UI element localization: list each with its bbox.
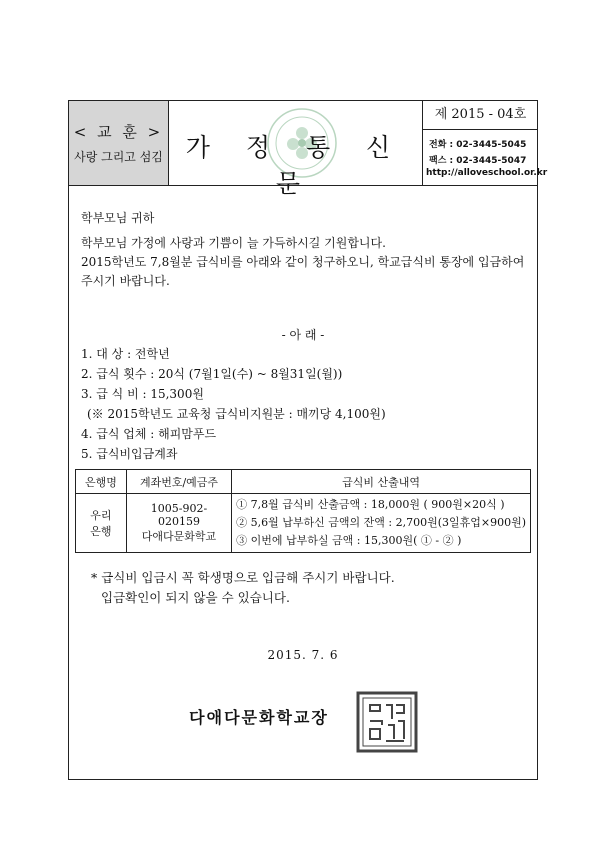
below-heading: - 아 래 - — [281, 328, 325, 342]
motto-title: < 교 훈 > — [73, 123, 164, 141]
intro-paragraph — [81, 234, 531, 291]
list-item-note: (※ 2015학년도 교육청 급식비지원분 : 매끼당 4,100원) — [87, 407, 386, 421]
account-cell — [126, 494, 231, 553]
newsletter-title: 가 정 통 신 문 — [185, 133, 405, 198]
calculation-line: ① 7,8월 급식비 산출금액 : 18,000원 ( 900원×20식 ) — [236, 498, 505, 511]
issue-date: 2015. 7. 6 — [267, 648, 339, 662]
column-header: 급식비 산출내역 — [232, 470, 531, 494]
bank-name: 은행 — [90, 525, 112, 538]
table-row — [76, 494, 531, 553]
salutation: 학부모님 귀하 — [81, 211, 155, 225]
notice-line: * 급식비 입금시 꼭 학생명으로 입금해 주시기 바랍니다. — [91, 570, 395, 585]
phone-number: 전화 : 02-3445-5045 — [429, 140, 527, 150]
school-motto-box — [69, 101, 169, 185]
principal-signature: 다애다문화학교장 — [189, 708, 329, 727]
newsletter-page — [68, 100, 548, 780]
account-holder: 다애다문화학교 — [141, 530, 217, 543]
issue-info-box — [422, 101, 548, 185]
issue-number: 제 2015 - 04호 — [423, 101, 538, 130]
newsletter-header — [69, 101, 548, 198]
calculation-line: ② 5,6월 납부하신 금액의 잔액 : 2,700원(3일휴업×900원) — [236, 516, 526, 529]
calculation-line: ③ 이번에 납부하실 금액 : 15,300원( ① - ② ) — [236, 534, 462, 547]
notice-line: 입금확인이 되지 않을 수 있습니다. — [101, 590, 290, 605]
account-number: 1005-902-020159 — [150, 502, 208, 528]
fax-number: 팩스 : 02-3445-5047 — [429, 156, 527, 166]
list-item: 5. 급식비입금계좌 — [81, 447, 178, 461]
list-item: 2. 급식 횟수 : 20식 (7월1일(수) ~ 8월31일(월)) — [81, 367, 343, 381]
list-item: 1. 대 상 : 전학년 — [81, 347, 170, 361]
list-item: 4. 급식 업체 : 해피맘푸드 — [81, 427, 217, 441]
website-link[interactable]: http://alloveschool.or.kr — [426, 168, 548, 178]
bank-name: 우리 — [90, 509, 112, 522]
list-item: 3. 급 식 비 : 15,300원 — [81, 387, 204, 401]
intro-line: 2015학년도 7,8월분 급식비를 아래와 같이 청구하오니, 학교급식비 통장에 입금하여 주시기 바랍니다. — [81, 255, 525, 288]
column-header: 계좌번호/예금주 — [126, 470, 231, 494]
bank-cell — [76, 494, 127, 553]
title-box — [169, 101, 421, 198]
table-header-row — [76, 470, 531, 494]
motto-text: 사랑 그리고 섬김 — [74, 150, 163, 164]
payment-table — [75, 469, 531, 553]
column-header: 은행명 — [76, 470, 127, 494]
calculation-cell — [232, 494, 531, 553]
intro-line: 학부모님 가정에 사랑과 기쁨이 늘 가득하시길 기원합니다. — [81, 236, 386, 250]
official-seal-icon — [356, 691, 418, 753]
